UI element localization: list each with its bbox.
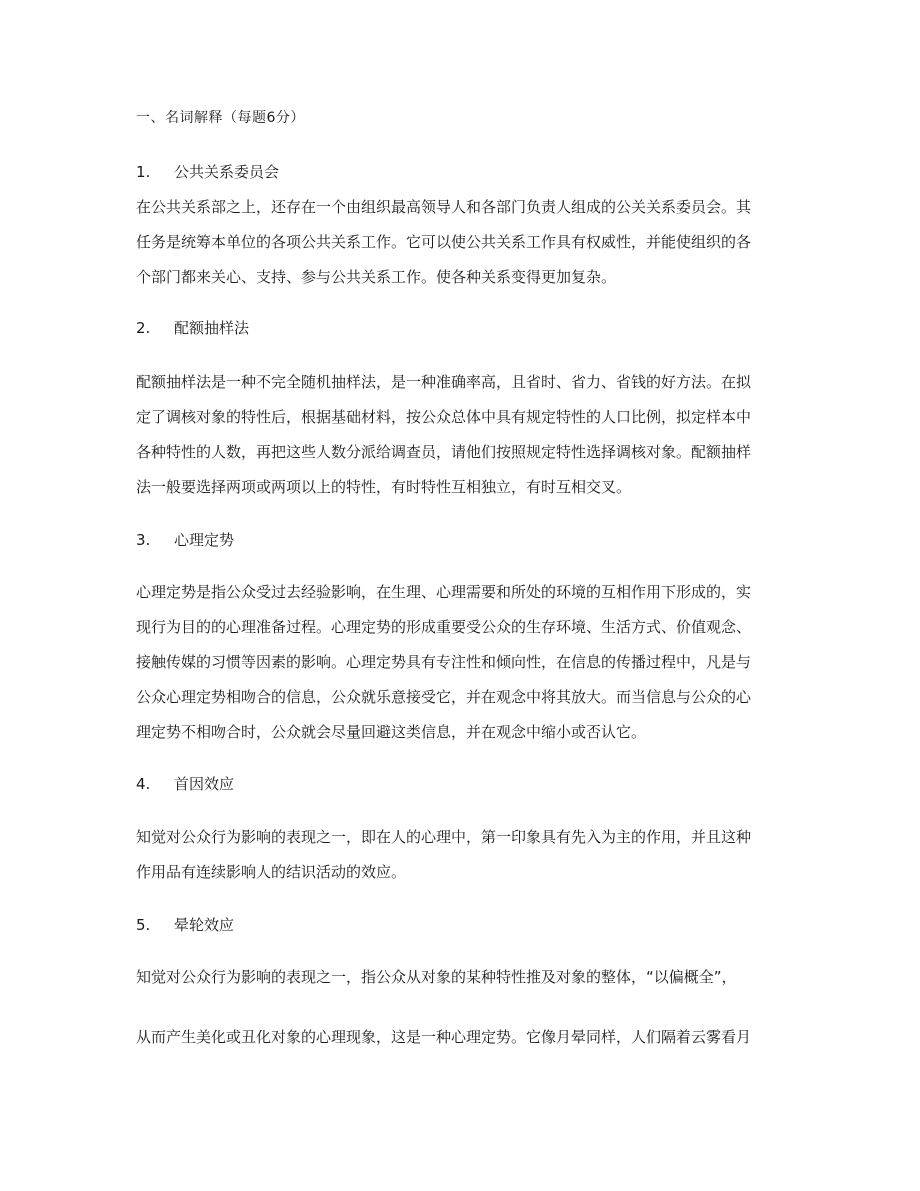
term-number: 2. bbox=[136, 319, 151, 337]
paragraph-line: 定了调核对象的特性后，根据基础材料，按公众总体中具有规定特性的人口比例，拟定样本中 bbox=[136, 408, 752, 426]
paragraph-line: 现行为目的的心理准备过程。心理定势的形成重要受公众的生存环境、生活方式、价值观念、 bbox=[136, 618, 752, 636]
paragraph-line: 心理定势是指公众受过去经验影响，在生理、心理需要和所处的环境的互相作用下形成的，实 bbox=[136, 583, 752, 601]
term-title: 首因效应 bbox=[174, 775, 235, 793]
paragraph-line: 接触传媒的习惯等因素的影响。心理定势具有专注性和倾向性，在信息的传播过程中，凡是与 bbox=[136, 653, 752, 671]
term-heading bbox=[136, 162, 279, 182]
term-heading bbox=[136, 530, 234, 550]
term-number: 4. bbox=[136, 775, 151, 793]
paragraph-line: 个部门都来关心、支持、参与公共关系工作。使各种关系变得更加复杂。 bbox=[136, 268, 617, 286]
term-title: 晕轮效应 bbox=[174, 916, 235, 934]
section-title: 一、名词解释（每题6分） bbox=[136, 110, 305, 126]
paragraph-line: 任务是统筹本单位的各项公共关系工作。它可以使公共关系工作具有权威性，并能使组织的各 bbox=[136, 233, 752, 251]
paragraph-line: 公众心理定势相吻合的信息，公众就乐意接受它，并在观念中将其放大。而当信息与公众的心 bbox=[136, 688, 752, 706]
term-heading bbox=[136, 915, 234, 935]
term-title: 心理定势 bbox=[174, 531, 235, 549]
paragraph-line: 知觉对公众行为影响的表现之一，即在人的心理中，第一印象具有先入为主的作用，并且这种 bbox=[136, 828, 752, 846]
paragraph-line: 从而产生美化或丑化对象的心理现象，这是一种心理定势。它像月晕同样，人们隔着云雾看月 bbox=[136, 1028, 752, 1046]
term-title: 配额抽样法 bbox=[174, 319, 250, 337]
term-number: 3. bbox=[136, 531, 151, 549]
term-title: 公共关系委员会 bbox=[174, 163, 280, 181]
term-number: 5. bbox=[136, 916, 151, 934]
paragraph-line: 法一般要选择两项或两项以上的特性，有时特性互相独立，有时互相交叉。 bbox=[136, 478, 632, 496]
paragraph-line: 在公共关系部之上，还存在一个由组织最高领导人和各部门负责人组成的公关关系委员会。其 bbox=[136, 198, 752, 216]
paragraph-line: 理定势不相吻合时，公众就会尽量回避这类信息，并在观念中缩小或否认它。 bbox=[136, 723, 647, 741]
term-number: 1. bbox=[136, 163, 151, 181]
term-heading bbox=[136, 774, 234, 794]
paragraph-line: 配额抽样法是一种不完全随机抽样法，是一种准确率高，且省时、省力、省钱的好方法。在拟 bbox=[136, 373, 752, 391]
paragraph-line: 作用品有连续影响人的结识活动的效应。 bbox=[136, 863, 407, 881]
paragraph-line: 各种特性的人数，再把这些人数分派给调查员，请他们按照规定特性选择调核对象。配额抽样 bbox=[136, 443, 752, 461]
paragraph-line: 知觉对公众行为影响的表现之一，指公众从对象的某种特性推及对象的整体，“以偏概全”， bbox=[136, 968, 737, 986]
term-heading bbox=[136, 318, 249, 338]
